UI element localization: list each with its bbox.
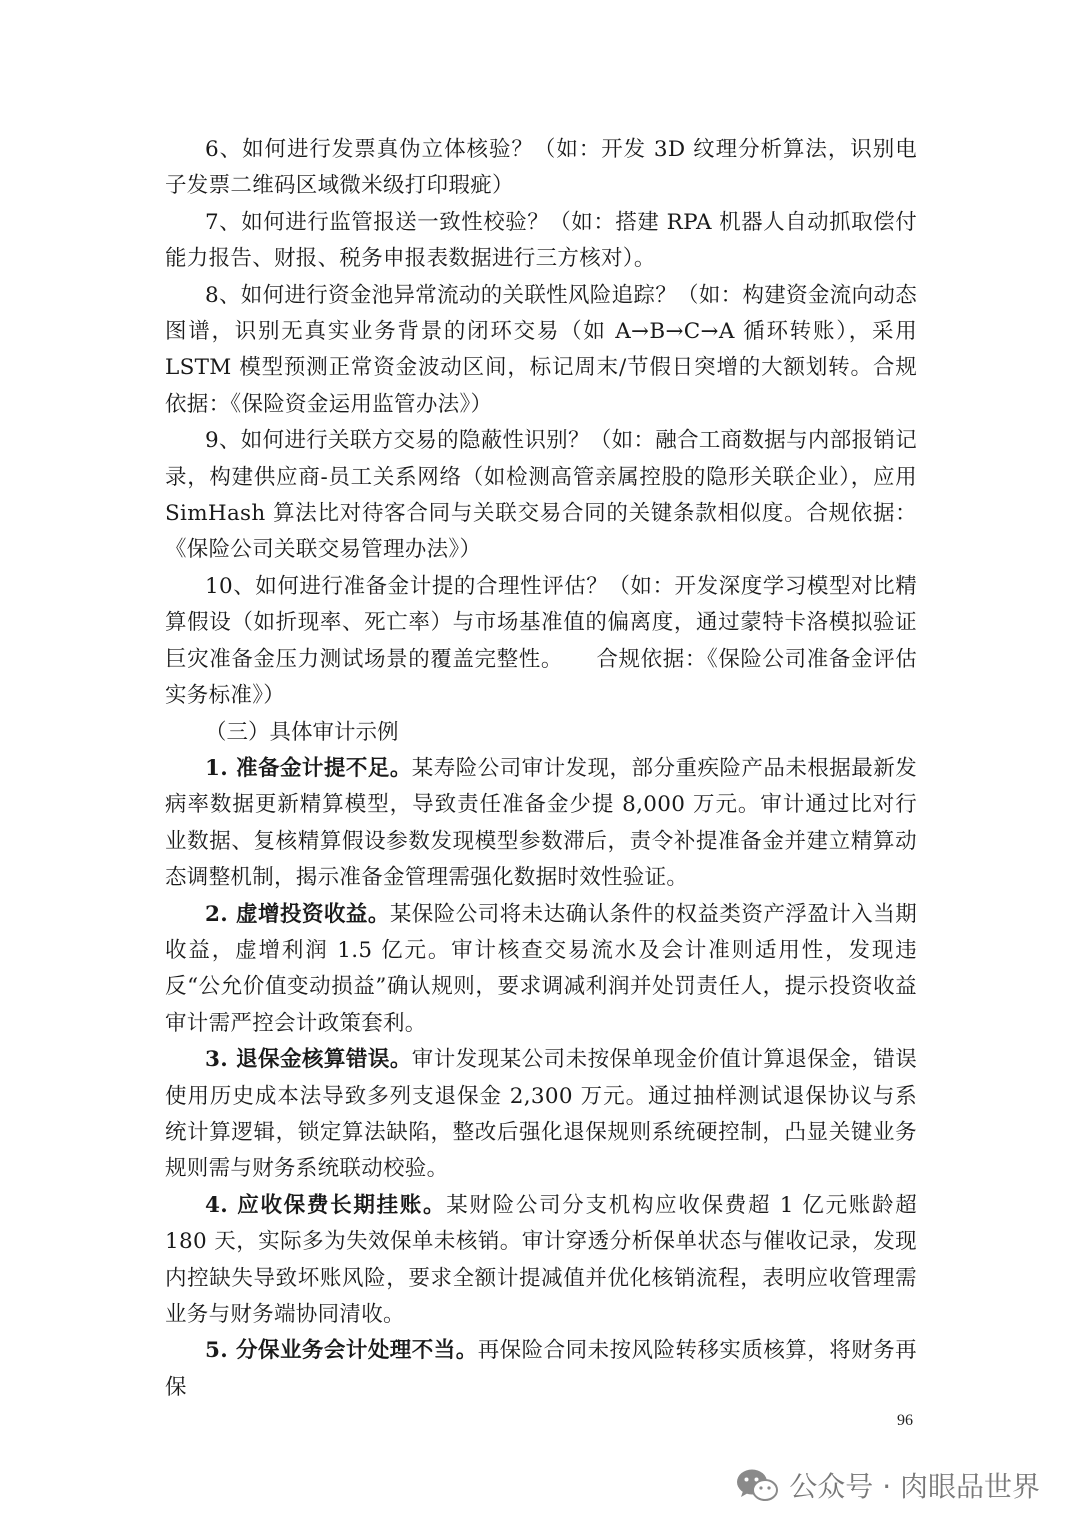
- paragraph-q9: 9、如何进行关联方交易的隐蔽性识别？（如：融合工商数据与内部报销记录，构建供应商-员工关系网络（如检测高管亲属控股的隐形关联企业），应用 SimHash 算法比对待客合同与关联交易合同的关键条款相似度。合规依据：《保险公司关联交易管理办法》）: [165, 428, 917, 563]
- example-4-lead: 4. 应收保费长期挂账。: [205, 1192, 447, 1218]
- example-5-lead: 5. 分保业务会计处理不当。: [205, 1338, 478, 1364]
- paragraph-q8: 8、如何进行资金池异常流动的关联性风险追踪？（如：构建资金流向动态图谱，识别无真实业务背景的闭环交易（如 A→B→C→A 循环转账），采用 LSTM 模型预测正常资金波动区间，标记周末/节假日突增的大额划转。合规依据：《保险资金运用监管办法》）: [165, 282, 917, 417]
- watermark: [735, 1465, 1040, 1505]
- section-heading: （三）具体审计示例: [205, 719, 399, 745]
- example-3-body: 审计发现某公司未按保单现金价值计算退保金，错误使用历史成本法导致多列支退保金 2,300 万元。通过抽样测试退保协议与系统计算逻辑，锁定算法缺陷，整改后强化退保规则系统硬控制，凸显关键业务规则需与财务系统联动校验。: [165, 1047, 918, 1182]
- wechat-logo-icon: [735, 1467, 779, 1503]
- paragraph-q7: 7、如何进行监管报送一致性校验？（如：搭建 RPA 机器人自动抓取偿付能力报告、财报、税务申报表数据进行三方核对）。: [165, 209, 917, 272]
- example-5-body: 再保险合同未按风险转移实质核算，将财务再保: [165, 1338, 917, 1400]
- example-2-body: 某保险公司将未达确认条件的权益类资产浮盈计入当期收益，虚增利润 1.5 亿元。审计核查交易流水及会计准则适用性，发现违反“公允价值变动损益”确认规则，要求调减利润并处罚责任人，提示投资收益审计需严控会计政策套利。: [165, 901, 918, 1036]
- document-page: [165, 132, 917, 1406]
- page-number: 96: [897, 1412, 913, 1429]
- paragraph-q10: 10、如何进行准备金计提的合理性评估？（如：开发深度学习模型对比精算假设（如折现率、死亡率）与市场基准值的偏离度，通过蒙特卡洛模拟验证巨灾准备金压力测试场景的覆盖完整性。 合规依据：《保险公司准备金评估实务标准》）: [165, 573, 917, 709]
- example-1: [165, 751, 917, 897]
- example-4-body: 某财险公司分支机构应收保费超 1 亿元账龄超 180 天，实际多为失效保单未核销。审计穿透分析保单状态与催收记录，发现内控缺失导致坏账风险，要求全额计提减值并优化核销流程，表明应收管理需业务与财务端协同清收。: [165, 1192, 917, 1327]
- example-2-lead: 2. 虚增投资收益。: [205, 901, 390, 927]
- example-5: [165, 1333, 917, 1406]
- example-3-lead: 3. 退保金核算错误。: [205, 1047, 412, 1073]
- example-2: [165, 897, 917, 1043]
- example-1-lead: 1. 准备金计提不足。: [205, 755, 412, 781]
- example-4: [165, 1188, 917, 1334]
- example-3: [165, 1042, 917, 1188]
- paragraph-q6: 6、如何进行发票真伪立体核验？（如：开发 3D 纹理分析算法，识别电子发票二维码区域微米级打印瑕疵）: [165, 137, 917, 199]
- watermark-text: 公众号 · 肉眼品世界: [789, 1470, 1040, 1503]
- example-1-body: 某寿险公司审计发现，部分重疾险产品未根据最新发病率数据更新精算模型，导致责任准备金少提 8,000 万元。审计通过比对行业数据、复核精算假设参数发现模型参数滞后，责令补提准备金并建立精算动态调整机制，揭示准备金管理需强化数据时效性验证。: [165, 755, 918, 891]
